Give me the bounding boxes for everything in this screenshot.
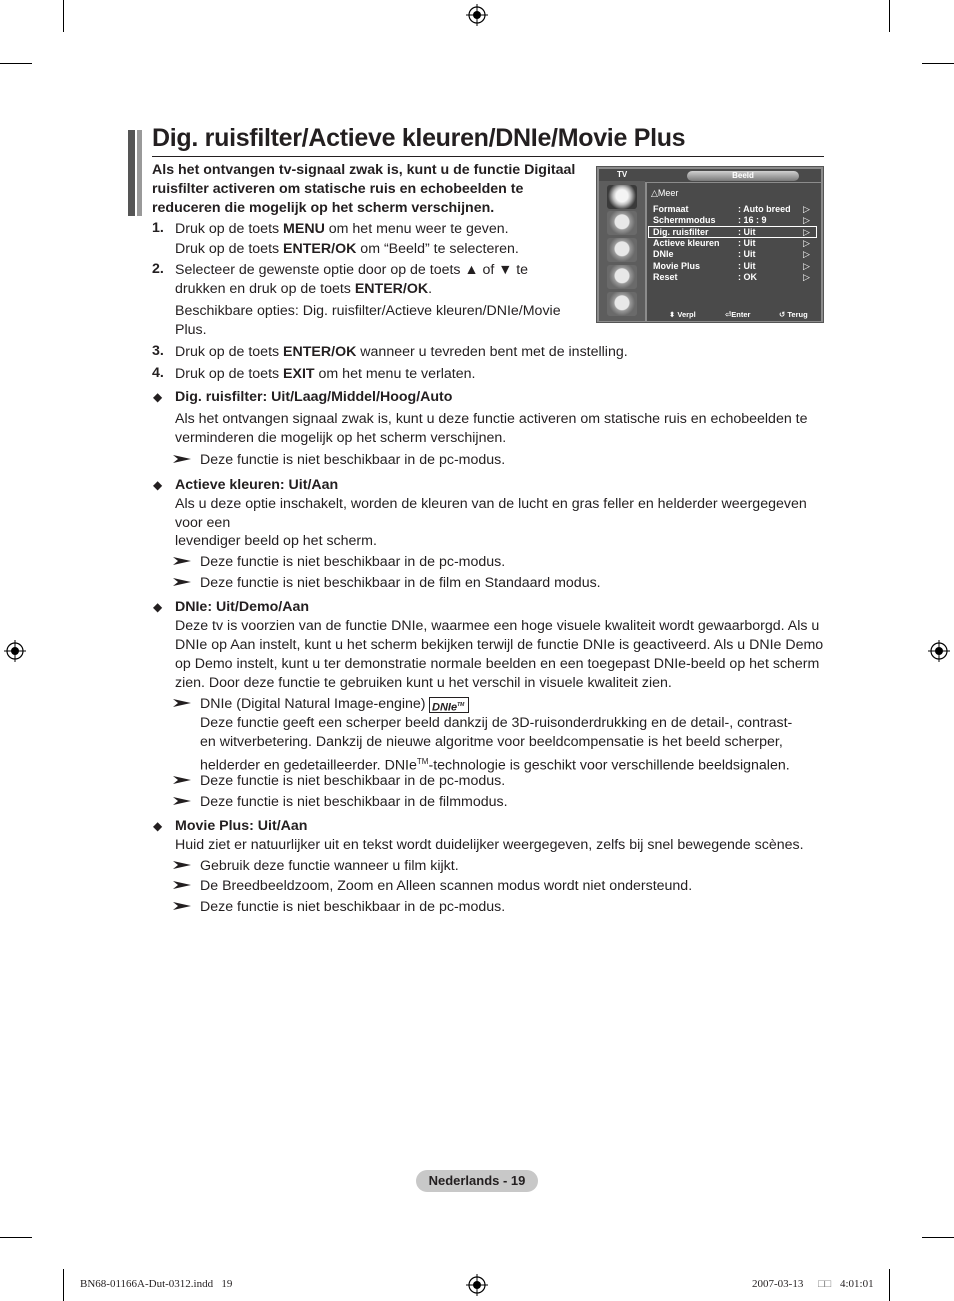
osd-arrow-right-icon: ▷ <box>803 204 810 214</box>
paragraph-line: DNIe op Aan instelt, kunt u het scherm bekijken terwijl de functie DNIe is geactiveerd. Als u DNIe Demo <box>175 637 824 653</box>
intro-line: reduceren die mogelijk op het scherm verschijnen. <box>152 200 495 216</box>
step-number: 1. <box>152 220 164 236</box>
step-number: 2. <box>152 261 164 277</box>
note-line: Deze functie is niet beschikbaar in de film en Standaard modus. <box>200 575 601 591</box>
bullet-diamond-icon: ◆ <box>153 600 163 614</box>
osd-arrow-right-icon: ▷ <box>803 260 810 271</box>
step-4-line: Druk op de toets EXIT om het menu te verlaten. <box>175 366 476 382</box>
note-line: Deze functie is niet beschikbaar in de pc-modus. <box>200 899 506 915</box>
note-arrow-icon <box>173 578 191 586</box>
osd-menu-item-value: : OK <box>738 271 757 282</box>
print-date: 2007-03-13 <box>752 1278 804 1290</box>
note-arrow-icon <box>173 776 191 784</box>
note-arrow-icon <box>173 557 191 565</box>
note-line: Deze functie is niet beschikbaar in de pc-modus. <box>200 452 506 468</box>
bullet-diamond-icon: ◆ <box>153 819 163 833</box>
osd-foot-back: ↺ Terug <box>779 310 808 319</box>
section-heading-dnie: DNIe: Uit/Demo/Aan <box>175 599 310 615</box>
paragraph-line: op Demo instelt, kunt u ter demonstratie normale beelden en een toegepast DNIe-beeld op het scherm <box>175 656 820 672</box>
paragraph-line: verminderen die mogelijk op het scherm verschijnen. <box>175 430 507 446</box>
note-line: Gebruik deze functie wanneer u film kijkt. <box>200 858 459 874</box>
osd-foot-enter: ⏎Enter <box>725 310 751 319</box>
print-boxes: □□ <box>818 1278 832 1290</box>
osd-menu-item-label: Dig. ruisfilter <box>653 226 709 237</box>
step-2-line-1: Selecteer de gewenste optie door op de toets ▲ of ▼ te <box>175 262 529 278</box>
registration-mark-icon <box>466 1274 488 1296</box>
osd-menu-item-label: Formaat <box>653 204 689 214</box>
osd-menu-item-value: : Uit <box>738 226 756 237</box>
note-line: Deze functie is niet beschikbaar in de pc-modus. <box>200 554 506 570</box>
osd-arrow-right-icon: ▷ <box>803 249 810 260</box>
note-arrow-icon <box>173 797 191 805</box>
picture-icon <box>607 185 637 209</box>
note-line: DNIe (Digital Natural Image-engine) <box>200 696 426 712</box>
crop-mark <box>63 1269 64 1301</box>
section-heading-dig-ruisfilter: Dig. ruisfilter: Uit/Laag/Middel/Hoog/Auto <box>175 389 453 405</box>
note-arrow-icon <box>173 699 191 707</box>
registration-mark-icon <box>928 640 950 662</box>
crop-mark <box>922 63 954 64</box>
note-line: Deze functie is niet beschikbaar in de filmmodus. <box>200 794 508 810</box>
paragraph-line: Als u deze optie inschakelt, worden de kleuren van de lucht en gras feller en helderder weergegeven <box>175 496 807 512</box>
crop-mark <box>0 63 32 64</box>
osd-arrow-right-icon: ▷ <box>803 237 810 248</box>
crop-mark <box>63 0 64 32</box>
osd-arrow-right-icon: ▷ <box>803 226 810 237</box>
input-icon <box>607 292 637 316</box>
page-number-badge: Nederlands - 19 <box>416 1170 538 1192</box>
osd-menu-item-value: : Uit <box>738 249 756 260</box>
step-2-line-4: Plus. <box>175 322 207 338</box>
paragraph-line: Deze tv is voorzien van de functie DNIe, waarmee een hoge visuele kwaliteit wordt gewaarborgd. Als u <box>175 618 820 634</box>
bullet-diamond-icon: ◆ <box>153 478 163 492</box>
registration-mark-icon <box>4 640 26 662</box>
osd-more: △Meer <box>651 188 679 198</box>
intro-line: ruisfilter activeren om statische ruis en echobeelden te <box>152 181 524 197</box>
section-heading-actieve-kleuren: Actieve kleuren: Uit/Aan <box>175 477 339 493</box>
osd-menu-item-label: Movie Plus <box>653 260 701 271</box>
bullet-diamond-icon: ◆ <box>153 390 163 404</box>
osd-tab-beeld: Beeld <box>687 171 799 181</box>
step-1-line-2: Druk op de toets ENTER/OK om “Beeld” te selecteren. <box>175 241 519 257</box>
step-number: 4. <box>152 365 164 381</box>
crop-mark <box>922 1237 954 1238</box>
osd-arrow-right-icon: ▷ <box>803 271 810 282</box>
osd-arrow-right-icon: ▷ <box>803 215 810 226</box>
osd-sidebar <box>599 181 645 321</box>
paragraph-line: Als het ontvangen signaal zwak is, kunt u deze functie activeren om statische ruis en echobeelden te <box>175 411 808 427</box>
osd-menu-item-label: DNIe <box>653 249 674 260</box>
file-slug: BN68-01166A-Dut-0312.indd 19 <box>80 1278 233 1290</box>
note-arrow-icon <box>173 902 191 910</box>
note-arrow-icon <box>173 881 191 889</box>
title-accent-bar <box>128 130 144 216</box>
crop-mark <box>889 1269 890 1301</box>
step-1-line-1: Druk op de toets MENU om het menu weer te geven. <box>175 221 509 237</box>
title-divider <box>152 156 824 157</box>
print-time: 4:01:01 <box>840 1278 874 1290</box>
crop-mark <box>0 1237 32 1238</box>
osd-menu-item-value: : Uit <box>738 237 756 248</box>
intro-line: Als het ontvangen tv-signaal zwak is, kunt u de functie Digitaal <box>152 162 576 178</box>
page-title: Dig. ruisfilter/Actieve kleuren/DNIe/Movie Plus <box>152 124 686 152</box>
osd-menu-item-value: : 16 : 9 <box>738 215 767 226</box>
osd-menu-item-label: Actieve kleuren <box>653 237 720 248</box>
paragraph-line: voor een <box>175 515 231 531</box>
step-2-line-3: Beschikbare opties: Dig. ruisfilter/Actieve kleuren/DNIe/Movie <box>175 303 561 319</box>
note-line: De Breedbeeldzoom, Zoom en Alleen scannen modus wordt niet ondersteund. <box>200 878 693 894</box>
step-number: 3. <box>152 343 164 359</box>
osd-menu-item-label: Reset <box>653 271 678 282</box>
channel-icon <box>607 238 637 262</box>
step-3-line: Druk op de toets ENTER/OK wanneer u tevreden bent met de instelling. <box>175 344 628 360</box>
osd-menu-item-label: Schermmodus <box>653 215 716 226</box>
paragraph-line: levendiger beeld op het scherm. <box>175 533 377 549</box>
note-line: en witverbetering. Dankzij de nieuwe algoritme voor beeldcompensatie is het beeld scherper, <box>200 734 783 750</box>
setup-icon <box>607 265 637 289</box>
osd-foot-move: ⬍ Verpl <box>669 310 696 319</box>
registration-mark-icon <box>466 4 488 26</box>
sound-icon <box>607 211 637 235</box>
dnie-logo: DNIe™ <box>429 697 469 713</box>
tv-menu-screenshot <box>596 166 824 323</box>
osd-menu-item-value: : Uit <box>738 260 756 271</box>
note-arrow-icon <box>173 861 191 869</box>
crop-mark <box>889 0 890 32</box>
osd-source-label: TV <box>617 170 628 179</box>
step-2-line-2: drukken en druk op de toets ENTER/OK. <box>175 281 433 297</box>
note-arrow-icon <box>173 455 191 463</box>
paragraph-line: zien. Door deze functie te gebruiken kunt u het verschil in visuele kwaliteit zien. <box>175 675 672 691</box>
osd-menu-item-value: : Auto breed <box>738 204 791 214</box>
note-line: Deze functie is niet beschikbaar in de pc-modus. <box>200 773 506 789</box>
note-line: Deze functie geeft een scherper beeld dankzij de 3D-ruisonderdrukking en de detail-, contrast- <box>200 715 793 731</box>
section-heading-movie-plus: Movie Plus: Uit/Aan <box>175 818 308 834</box>
paragraph-line: Huid ziet er natuurlijker uit en tekst wordt duidelijker weergegeven, zelfs bij snel bewegende scènes. <box>175 837 804 853</box>
note-line: helderder en gedetailleerder. DNIe™-technologie is geschikt voor verschillende beeldsignalen. <box>200 757 790 774</box>
